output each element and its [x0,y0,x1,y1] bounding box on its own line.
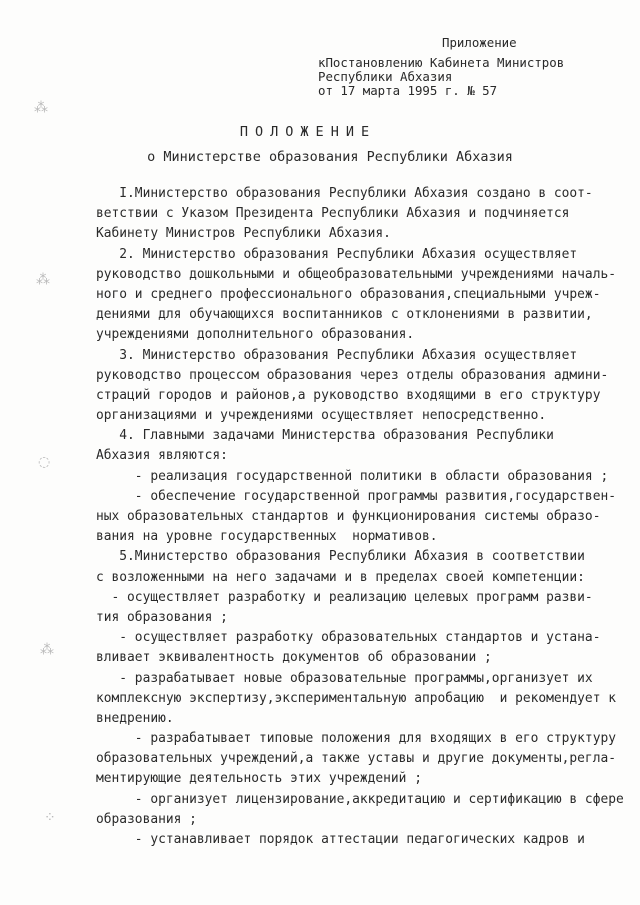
body-text-line: - реализация государственной политики в области образования ; [96,468,609,484]
body-text-line: 4. Главными задачами Министерства образования Республики [96,428,554,444]
body-text-line: руководство процессом образования через отделы образования админи- [96,367,609,383]
body-text-line: организациями и учреждениями осуществляет непосредственно. [96,408,547,424]
body-text-line: ментирующие деятельность этих учреждений ; [96,771,422,787]
body-text-line: 3. Министерство образования Республики Абхазия осуществляет [96,347,578,363]
body-text-line: 2. Министерство образования Республики Абхазия осуществляет [96,246,578,262]
republic-name: Республики Абхазия [318,69,453,84]
body-text-line: вания на уровне государственных нормативов. [96,529,438,545]
body-text-line: образовательных учреждений,а также уставы и другие документы,регла- [96,751,616,767]
body-text-line: - организует лицензирование,аккредитацию и сертификацию в сфере [96,791,624,807]
resolution-reference: кПостановлению Кабинета Министров [318,55,565,70]
document-body [96,184,624,850]
body-text-line: вливает эквивалентность документов об образовании ; [96,650,492,666]
body-text-line: I.Министерство образования Республики Абхазия создано в соот- [96,186,593,201]
body-text-line: - обеспечение государственной программы развития,государствен- [96,488,616,504]
body-text-line: - разрабатывает типовые положения для входящих в его структуру [96,731,616,747]
body-text-line: комплексную экспертизу,экспериментальную апробацию и рекомендует к [96,690,616,706]
body-text-line: Кабинету Министров Республики Абхазия. [96,226,391,242]
binding-hole-mark-icon: ⁂ [40,642,54,658]
body-text-line: - осуществляет разработку и реализацию целевых программ разви- [96,589,593,605]
body-text-line: Абхазия являются: [96,448,228,464]
binding-hole-mark-icon: ⁂ [34,100,48,116]
document-subtitle: о Министерстве образования Республики Абхазия [147,149,513,165]
binding-hole-mark-icon: ⁘ [44,810,56,826]
appendix-header [318,36,618,98]
document-title: ПОЛОЖЕНИЕ [239,124,377,140]
binding-hole-mark-icon: ◌ [38,454,51,470]
appendix-label: Приложение [442,35,517,50]
body-text-line: дениями для обучающихся воспитанников с отклонениями в развитии, [96,307,593,323]
body-text-line: - разрабатывает новые образовательные программы,организует их [96,670,593,686]
body-text-line: с возложенными на него задачами и в пределах своей компетенции: [96,569,585,585]
binding-hole-mark-icon: ⁂ [36,272,50,288]
body-text-line: внедрению. [96,710,174,726]
body-text-line: страций городов и районов,а руководство входящими в его структуру [96,387,601,403]
body-text-line: - устанавливает порядок аттестации педагогических кадров и [96,832,585,847]
body-text-line: 5.Министерство образования Республики Абхазия в соответствии [96,549,585,565]
body-text-line: образования ; [96,811,197,827]
body-text-line: ных образовательных стандартов и функционирования системы образо- [96,509,601,524]
body-text-line: руководство дошкольными и общеобразовательными учреждениями началь- [96,266,616,282]
body-text-line: - осуществляет разработку образовательных стандартов и устана- [96,630,601,646]
body-text-line: ного и среднего профессионального образования,специальными учреж- [96,286,601,302]
resolution-date: от 17 марта 1995 г. № 57 [318,83,498,98]
body-text-line: учреждениями дополнительного образования. [96,327,415,343]
body-text-line: ветствии с Указом Президента Республики Абхазия и подчиняется [96,206,570,222]
body-text-line: тия образования ; [96,609,228,625]
